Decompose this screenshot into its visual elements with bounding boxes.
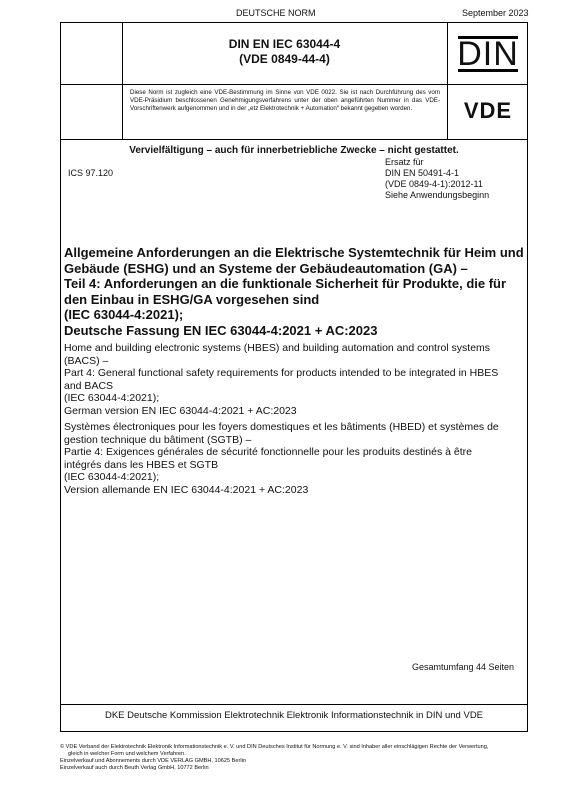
title-line: Gebäude (ESHG) und an Systeme der Gebäudeautomation (GA) –	[64, 260, 468, 276]
reproduction-notice: Vervielfältigung – auch für innerbetriebliche Zwecke – nicht gestattet.	[129, 145, 459, 156]
committee-line: DKE Deutsche Kommission Elektrotechnik Elektronik Informationstechnik in DIN und VDE	[104, 710, 484, 721]
title-line: Partie 4: Exigences générales de sécurité fonctionnelle pour les produits destinés à être	[64, 446, 472, 458]
divider	[60, 84, 528, 85]
vde-number: (VDE 0849-44-4)	[239, 52, 330, 66]
vde-logo: VDE	[463, 98, 513, 123]
title-line: (IEC 63044-4:2021);	[64, 392, 160, 404]
title-line: and BACS	[64, 379, 114, 392]
replacement-line: Ersatz für	[385, 157, 424, 167]
divider	[60, 704, 528, 705]
title-line: (IEC 63044-4:2021);	[64, 471, 160, 483]
title-line: Deutsche Fassung EN IEC 63044-4:2021 + AC:2023	[64, 322, 378, 338]
header-date: September 2023	[462, 8, 529, 18]
replacement-line: DIN EN 50491-4-1	[385, 168, 460, 178]
footer-line: Einzelverkauf und Abonnements durch VDE VERLAG GMBH, 10625 Berlin	[60, 758, 246, 764]
footer-line: © VDE Verband der Elektrotechnik Elektronik Informationstechnik e. V. und DIN Deutsches Institut für Normung e. V. sind Inhaber aller einschlägigen Rechte der Verwertung,	[60, 744, 489, 750]
title-english	[64, 342, 524, 417]
title-line: intégrés dans les HBES et SGTB	[64, 458, 219, 471]
din-logo: DIN	[457, 35, 519, 73]
title-line: (IEC 63044-4:2021);	[64, 307, 184, 322]
title-line: Version allemande EN IEC 63044-4:2021 + AC:2023	[64, 483, 309, 496]
replacement-info	[385, 157, 489, 201]
footer-line: gleich in welcher Form und welchem Verfahren.	[68, 751, 186, 757]
header-org: DEUTSCHE NORM	[236, 8, 316, 18]
replacement-line: Siehe Anwendungsbeginn	[385, 190, 490, 200]
title-line: Teil 4: Anforderungen an die funktionale Sicherheit für Produkte, die für	[64, 276, 507, 291]
divider	[447, 22, 448, 139]
standard-number-block	[122, 37, 447, 67]
title-line: Part 4: General functional safety requirements for products intended to be integrated in HBES	[64, 367, 499, 379]
standard-number: DIN EN IEC 63044-4	[228, 37, 341, 51]
title-line: Systèmes électroniques pour les foyers domestiques et les bâtiments (HBED) et systèmes de	[64, 421, 499, 433]
total-pages: Gesamtumfang 44 Seiten	[412, 662, 515, 672]
title-line: den Einbau in ESHG/GA vorgesehen sind	[64, 291, 320, 307]
title-line: Home and building electronic systems (HBES) and building automation and control systems	[64, 342, 491, 354]
replacement-line: (VDE 0849-4-1):2012-11	[385, 179, 483, 189]
vde-note: Diese Norm ist zugleich eine VDE-Bestimmung im Sinne von VDE 0022. Sie ist nach Durchführung des vom VDE-Präsidium beschlossenen Genehmigungsverfahrens unter der oben angeführten Nummer in das VDE-Vorschriftenwerk aufgenommen und in der „etz Elektrotechnik + Automation“ bekannt gegeben worden.	[130, 89, 440, 112]
title-french	[64, 421, 524, 496]
footer-line: Einzelverkauf auch durch Beuth Verlag GmbH, 10772 Berlin	[60, 765, 209, 771]
ics-code: ICS 97.120	[68, 168, 114, 178]
title-line: Allgemeine Anforderungen an die Elektrische Systemtechnik für Heim und	[64, 245, 524, 260]
title-german	[64, 245, 524, 338]
copyright-footer	[60, 744, 560, 772]
title-line: gestion technique du bâtiment (SGTB) –	[64, 433, 252, 446]
title-line: (BACS) –	[64, 354, 109, 367]
divider	[60, 139, 528, 140]
title-line: German version EN IEC 63044-4:2021 + AC:2023	[64, 404, 297, 417]
